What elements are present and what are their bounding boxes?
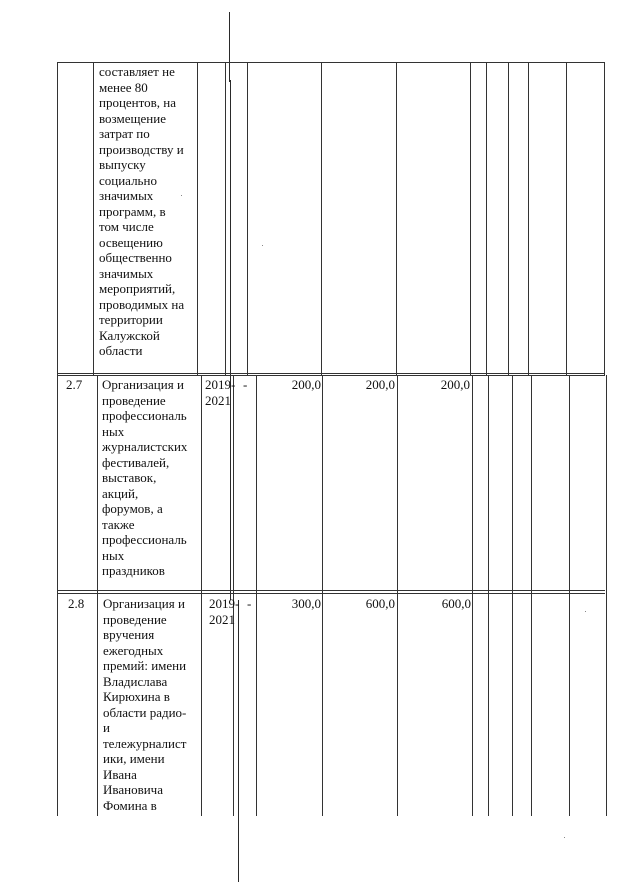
table-column-border	[397, 375, 398, 816]
table-column-border	[322, 375, 323, 816]
table-column-border	[569, 375, 570, 816]
continuation-description: составляет не менее 80 процентов, на возмещение затрат по производству и выпуску социально значимых программ, в том числе освещению общественно значимых мероприятий, проводимых на территории Калужской области	[99, 64, 185, 358]
scan-artifact-line	[238, 600, 239, 882]
table-column-border	[247, 62, 248, 376]
table-row-border	[57, 373, 605, 374]
row-amount-1: 300,0	[291, 596, 321, 611]
table-column-border	[606, 375, 607, 816]
row-period: 2019- 2021	[205, 377, 236, 408]
table-column-border	[604, 62, 605, 376]
table-row-border	[57, 62, 605, 63]
row-amount-1: 200,0	[291, 377, 321, 392]
table-column-border	[57, 375, 58, 816]
row-period: 2019- 2021	[209, 596, 240, 627]
table-column-border	[225, 62, 226, 376]
table-column-border	[321, 62, 322, 376]
scan-artifact-line	[230, 80, 231, 600]
row-amount-2: 600,0	[365, 596, 395, 611]
table-column-border	[57, 62, 58, 376]
scan-speck	[262, 245, 263, 246]
table-row-border	[57, 593, 605, 594]
table-column-border	[566, 62, 567, 376]
row-description: Организация и проведение вручения ежегодных премий: имени Владислава Кирюхина в области радио- и тележурналист ики, имени Ивана Ивановича Фомина в	[103, 596, 187, 813]
row-number: 2.7	[66, 377, 83, 392]
row-amount-3: 600,0	[441, 596, 471, 611]
row-dash: -	[247, 596, 252, 611]
scan-artifact-line	[229, 12, 230, 82]
scan-speck	[585, 611, 586, 612]
table-column-border	[396, 62, 397, 376]
table-column-border	[528, 62, 529, 376]
row-amount-3: 200,0	[440, 377, 470, 392]
table-row-border	[57, 375, 605, 376]
scan-speck	[181, 195, 182, 196]
row-description: Организация и проведение профессиональ ных журналистских фестивалей, выставок, акций, форумов, а также профессиональ ных праздников	[102, 377, 188, 578]
row-amount-2: 200,0	[365, 377, 395, 392]
table-column-border	[93, 62, 94, 376]
table-column-border	[472, 375, 473, 816]
table-column-border	[197, 62, 198, 376]
table-column-border	[470, 62, 471, 376]
table-column-border	[512, 375, 513, 816]
table-column-border	[486, 62, 487, 376]
table-column-border	[488, 375, 489, 816]
table-row-border	[57, 590, 605, 591]
table-column-border	[531, 375, 532, 816]
row-number: 2.8	[68, 596, 85, 611]
row-dash: -	[243, 377, 248, 392]
scan-speck	[564, 837, 565, 838]
table-column-border	[97, 375, 98, 816]
table-column-border	[508, 62, 509, 376]
